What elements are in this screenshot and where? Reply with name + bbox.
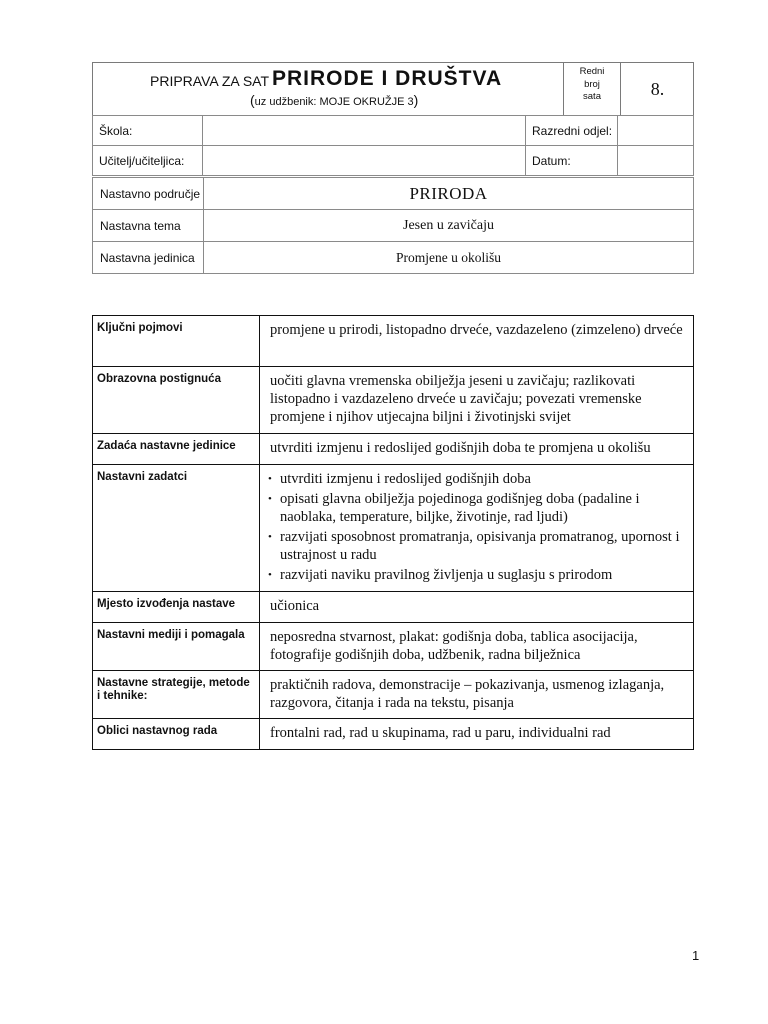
forms-label: Oblici nastavnog rada	[93, 719, 260, 750]
goal-value: utvrditi izmjenu i redoslijed godišnjih doba te promjena u okolišu	[260, 434, 694, 465]
media-label: Nastavni mediji i pomagala	[93, 623, 260, 671]
table-row	[93, 316, 694, 367]
outcomes-value: uočiti glavna vremenska obilježja jeseni u zavičaju; razlikovati listopadno i vazdazeleno drveće u zavičaju; povezati vremenske promjene i njihov utjecajna biljni i životinjski svijet	[260, 367, 694, 434]
subject-topic-label: Nastavna tema	[93, 210, 204, 242]
lesson-number-label	[563, 62, 621, 116]
place-value: učionica	[260, 592, 694, 623]
class-field[interactable]	[618, 116, 694, 146]
title-prefix: PRIPRAVA ZA SAT	[150, 73, 270, 89]
teacher-label: Učitelj/učiteljica:	[93, 146, 203, 176]
subject-unit-value: Promjene u okolišu	[204, 242, 694, 274]
subtitle-text: uz udžbenik: MOJE OKRUŽJE 3	[254, 96, 414, 108]
lesson-number-label-line: sata	[583, 91, 601, 102]
table-row	[93, 719, 694, 750]
date-label: Datum:	[526, 146, 618, 176]
strategies-label: Nastavne strategije, metode i tehnike:	[93, 671, 260, 719]
subject-table	[92, 177, 694, 274]
lesson-number-label-line: Redni	[579, 66, 605, 77]
table-row	[93, 116, 694, 146]
subject-area-value: PRIRODA	[204, 178, 694, 210]
list-item: • utvrditi izmjenu i redoslijed godišnjih doba	[268, 470, 689, 488]
teacher-field[interactable]	[203, 146, 526, 176]
key-terms-value: promjene u prirodi, listopadno drveće, vazdazeleno (zimzeleno) drveće	[260, 316, 694, 367]
table-row	[93, 671, 694, 719]
lesson-details-table	[92, 315, 694, 750]
place-label: Mjesto izvođenja nastave	[93, 592, 260, 623]
tasks-label: Nastavni zadatci	[93, 465, 260, 592]
date-field[interactable]	[618, 146, 694, 176]
table-row	[93, 146, 694, 176]
page-number: 1	[692, 948, 700, 963]
outcomes-label: Obrazovna postignuća	[93, 367, 260, 434]
list-item: • razvijati naviku pravilnog življenja u suglasju s prirodom	[268, 566, 689, 584]
table-row	[93, 434, 694, 465]
table-row	[93, 210, 694, 242]
table-row	[93, 592, 694, 623]
subject-area-label: Nastavno područje	[93, 178, 204, 210]
list-item: • opisati glavna obilježja pojedinoga godišnjeg doba (padaline i naoblaka, temperature, biljke, životinje, rad ljudi)	[268, 490, 689, 526]
table-row	[93, 178, 694, 210]
school-info-table	[92, 115, 694, 176]
strategies-value: praktičnih radova, demonstracije – pokazivanja, usmenog izlaganja, razgovora, čitanja i rada na tekstu, pisanja	[260, 671, 694, 719]
key-terms-label: Ključni pojmovi	[93, 316, 260, 367]
school-label: Škola:	[93, 116, 203, 146]
list-item: • razvijati sposobnost promatranja, opisivanja promatranog, upornost i ustrajnost u radu	[268, 528, 689, 564]
class-label: Razredni odjel:	[526, 116, 618, 146]
lesson-number: 8.	[650, 79, 665, 99]
subject-topic-value: Jesen u zavičaju	[204, 210, 694, 242]
page-subtitle: (uz udžbenik: MOJE OKRUŽJE 3)	[250, 92, 419, 108]
table-row	[93, 242, 694, 274]
media-value: neposredna stvarnost, plakat: godišnja doba, tablica asocijacija, fotografije godišnjih doba, udžbenik, radna bilježnica	[260, 623, 694, 671]
subject-unit-label: Nastavna jedinica	[93, 242, 204, 274]
forms-value: frontalni rad, rad u skupinama, rad u paru, individualni rad	[260, 719, 694, 750]
lesson-number-label-line: broj	[584, 78, 600, 90]
table-row	[93, 367, 694, 434]
page-title: PRIRODE I DRUŠTVA	[272, 67, 503, 90]
tasks-list	[268, 470, 689, 584]
school-field[interactable]	[203, 116, 526, 146]
table-row	[93, 623, 694, 671]
table-row	[93, 465, 694, 592]
tasks-value	[260, 465, 694, 592]
goal-label: Zadaća nastavne jedinice	[93, 434, 260, 465]
